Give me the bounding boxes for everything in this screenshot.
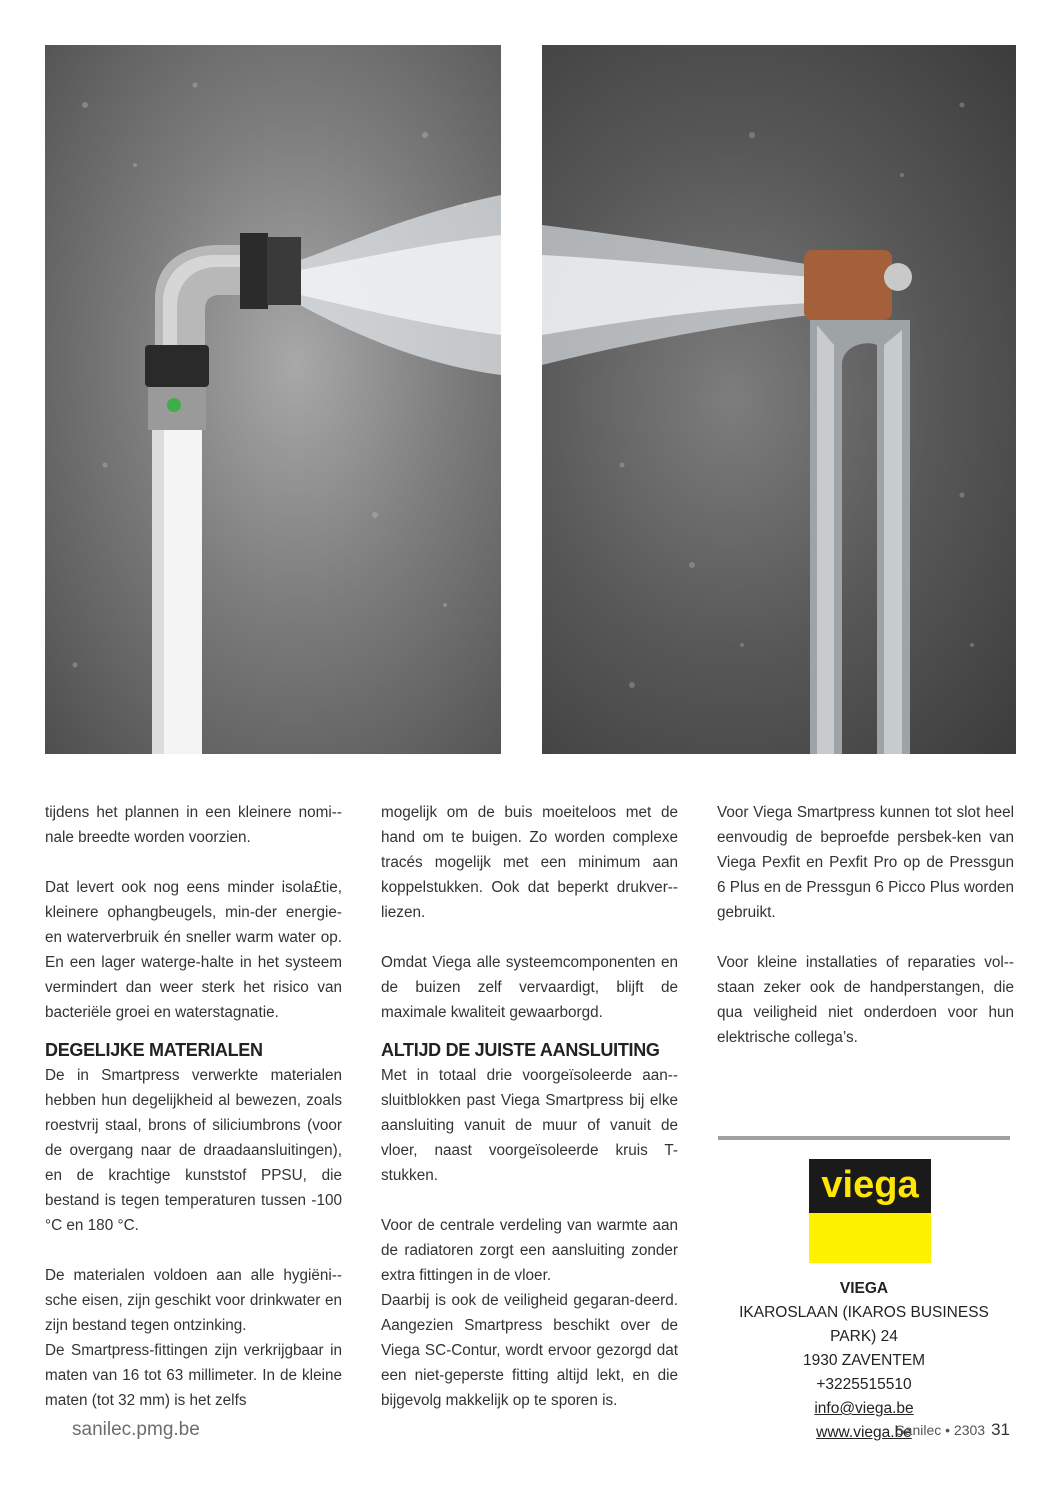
company-phone: +3225515510 — [816, 1376, 912, 1393]
company-address-line: IKAROSLAAN (IKAROS BUSINESS PARK) 24 — [739, 1304, 989, 1345]
section-heading-connection: ALTIJD DE JUISTE AANSLUITING — [381, 1040, 660, 1060]
paragraph: De Smartpress-fittingen zijn verkrijgbaar in maten van 16 tot 63 millimeter. In de kleine maten (tot 32 mm) is het zelfs — [45, 1342, 342, 1409]
paragraph: Voor kleine installaties of reparaties vol-staan zeker ook de handperstangen, die qua veiligheid niet onderdoen voor hun elektrische collega’s. — [717, 954, 1014, 1046]
page-number: 31 — [991, 1420, 1010, 1439]
divider — [718, 1136, 1010, 1140]
footer-site-url[interactable]: sanilec.pmg.be — [72, 1419, 200, 1440]
section-heading-materials: DEGELIJKE MATERIALEN — [45, 1040, 263, 1060]
article-column-1 — [45, 800, 342, 1413]
elbow-fitting-illustration — [45, 45, 501, 754]
paragraph: Voor de centrale verdeling van warmte aan de radiatoren zorgt een aansluiting zonder extra fittingen in de vloer. — [381, 1217, 678, 1284]
paragraph: tijdens het plannen in een kleinere nomi-nale breedte worden voorzien. — [45, 804, 342, 846]
footer-issue-info — [895, 1420, 1010, 1440]
logo-yellow-band — [809, 1213, 931, 1263]
issue-label: Sanilec • 2303 — [895, 1422, 986, 1438]
paragraph: Daarbij is ook de veiligheid gegaran-deerd. Aangezien Smartpress beschikt over de Viega SC-Contur, wordt ervoor gezorgd dat een niet-geperste fitting altijd lekt, en die bijgevolg makkelijk op te sporen is. — [381, 1292, 678, 1409]
article-column-3 — [717, 800, 1014, 1050]
logo-wordmark: viega — [821, 1164, 919, 1206]
paragraph: De materialen voldoen aan alle hygiëni-sche eisen, zijn geschikt voor drinkwater en zijn bestand tegen ontzinking. — [45, 1267, 342, 1334]
paragraph: Met in totaal drie voorgeïsoleerde aan-sluitblokken past Viega Smartpress bij elke aansluiting vanuit de muur of vanuit de vloer, naast voorgeïsoleerde kruis T-stukken. — [381, 1067, 678, 1184]
manifold-fitting-illustration — [542, 45, 1016, 754]
paragraph: mogelijk om de buis moeiteloos met de hand om te buigen. Zo worden complexe tracés mogelijk met een minimum aan koppelstukken. Ook dat beperkt drukver-liezen. — [381, 804, 678, 921]
viega-logo — [809, 1159, 931, 1263]
paragraph: Omdat Viega alle systeemcomponenten en de buizen zelf vervaardigt, blijft de maximale kwaliteit gewaarborgd. — [381, 954, 678, 1021]
paragraph: De in Smartpress verwerkte materialen hebben hun degelijkheid al bewezen, zoals roestvrij staal, brons of siliciumbrons (voor de overgang naar de draadaansluitingen), en de krachtige kunststof PPSU, die bestand is tegen temperaturen tussen -100 °C en 180 °C. — [45, 1067, 342, 1234]
company-address-city: 1930 ZAVENTEM — [802, 1352, 926, 1369]
email-link[interactable]: info@viega.be — [814, 1400, 914, 1417]
article-column-2 — [381, 800, 678, 1413]
company-name: VIEGA — [839, 1280, 889, 1297]
paragraph: Dat levert ook nog eens minder isola£tie, kleinere ophangbeugels, min-der energie- en waterverbruik én sneller warm water op. En een lager waterge-halte in het systeem vermindert dan weer sterk het risico van bacteriële groei en waterstagnatie. — [45, 879, 342, 1021]
photo-manifold-fitting-water-spray — [542, 45, 1016, 754]
paragraph: Voor Viega Smartpress kunnen tot slot heel eenvoudig de beproefde persbek-ken van Viega Pexfit en Pexfit Pro op de Pressgun 6 Plus en de Pressgun 6 Picco Plus worden gebruikt. — [717, 804, 1014, 921]
photo-elbow-fitting-water-spray — [45, 45, 501, 754]
website-link[interactable]: www.viega.be — [816, 1424, 912, 1441]
